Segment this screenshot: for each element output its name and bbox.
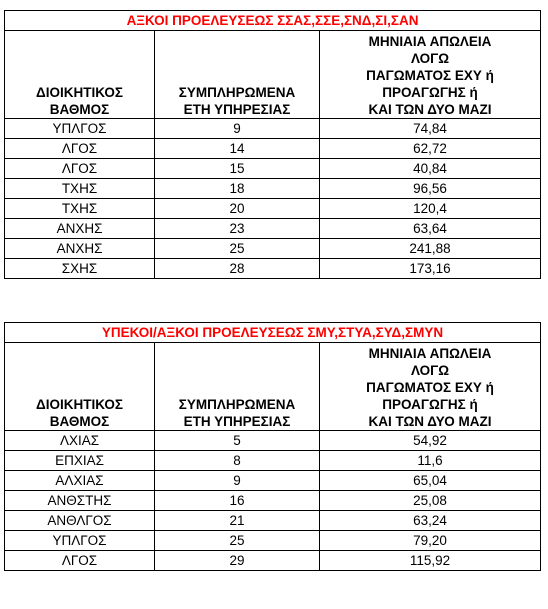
cell-years: 21 (155, 511, 320, 531)
header-loss-line: ΜΗΝΙΑΙΑ ΑΠΩΛΕΙΑ (368, 34, 492, 49)
header-loss-line: ΚΑΙ ΤΩΝ ΔΥΟ ΜΑΖΙ (368, 414, 492, 429)
header-loss-line: ΛΟΓΩ (410, 51, 450, 66)
table-title: ΑΞΚΟΙ ΠΡΟΕΛΕΥΣΕΩΣ ΣΣΑΣ,ΣΣΕ,ΣΝΔ,ΣΙ,ΣΑΝ (5, 11, 541, 31)
cell-rank: ΥΠΛΓΟΣ (5, 119, 155, 139)
header-rank (5, 31, 155, 119)
table-row (5, 431, 541, 451)
table-title-row (5, 323, 541, 343)
cell-rank: ΤΧΗΣ (5, 179, 155, 199)
header-rank (5, 343, 155, 431)
cell-years: 8 (155, 451, 320, 471)
cell-rank: ΛΧΙΑΣ (5, 431, 155, 451)
cell-years: 9 (155, 471, 320, 491)
cell-loss: 54,92 (320, 431, 541, 451)
header-rank-line: ΒΑΘΜΟΣ (49, 102, 110, 117)
cell-loss: 11,6 (320, 451, 541, 471)
header-loss-line: ΠΑΓΩΜΑΤΟΣ ΕΧΥ ή (366, 68, 494, 83)
table-title: ΥΠΕΚΟΙ/ΑΞΚΟΙ ΠΡΟΕΛΕΥΣΕΩΣ ΣΜΥ,ΣΤΥΑ,ΣΥΔ,ΣΜΥΝ (5, 323, 541, 343)
cell-loss: 241,88 (320, 239, 541, 259)
cell-rank: ΥΠΛΓΟΣ (5, 531, 155, 551)
table-row (5, 531, 541, 551)
table-row (5, 139, 541, 159)
cell-loss: 63,24 (320, 511, 541, 531)
header-years-line: ΣΥΜΠΛΗΡΩΜΕΝΑ (178, 397, 296, 412)
header-years-line: ΕΤΗ ΥΠΗΡΕΣΙΑΣ (183, 414, 291, 429)
table-row (5, 159, 541, 179)
cell-rank: ΑΝΧΗΣ (5, 239, 155, 259)
table-row (5, 179, 541, 199)
cell-loss: 120,4 (320, 199, 541, 219)
table-row (5, 119, 541, 139)
cell-loss: 74,84 (320, 119, 541, 139)
cell-years: 20 (155, 199, 320, 219)
table-header-row (5, 343, 541, 431)
table-row (5, 199, 541, 219)
header-years (155, 31, 320, 119)
cell-rank: ΑΝΘΛΓΟΣ (5, 511, 155, 531)
table-first (4, 10, 541, 279)
table-row (5, 239, 541, 259)
table-title-row (5, 11, 541, 31)
header-years-line: ΕΤΗ ΥΠΗΡΕΣΙΑΣ (183, 102, 291, 117)
cell-years: 28 (155, 259, 320, 279)
cell-rank: ΑΝΘΣΤΗΣ (5, 491, 155, 511)
table-row (5, 511, 541, 531)
cell-loss: 115,92 (320, 551, 541, 571)
header-rank-line: ΒΑΘΜΟΣ (49, 414, 110, 429)
cell-loss: 25,08 (320, 491, 541, 511)
table-header-row (5, 31, 541, 119)
table-row (5, 551, 541, 571)
cell-years: 16 (155, 491, 320, 511)
cell-years: 14 (155, 139, 320, 159)
header-loss-line: ΠΡΟΑΓΩΓΗΣ ή (382, 85, 478, 100)
cell-years: 23 (155, 219, 320, 239)
header-years-line: ΣΥΜΠΛΗΡΩΜΕΝΑ (178, 85, 296, 100)
cell-rank: ΕΠΧΙΑΣ (5, 451, 155, 471)
header-loss-line: ΚΑΙ ΤΩΝ ΔΥΟ ΜΑΖΙ (368, 102, 492, 117)
cell-loss: 63,64 (320, 219, 541, 239)
table-row (5, 219, 541, 239)
cell-loss: 173,16 (320, 259, 541, 279)
table-row (5, 471, 541, 491)
cell-rank: ΣΧΗΣ (5, 259, 155, 279)
header-rank-line: ΔΙΟΙΚΗΤΙΚΟΣ (36, 85, 123, 100)
cell-loss: 40,84 (320, 159, 541, 179)
table-row (5, 451, 541, 471)
cell-years: 29 (155, 551, 320, 571)
cell-loss: 62,72 (320, 139, 541, 159)
table-row (5, 491, 541, 511)
cell-loss: 65,04 (320, 471, 541, 491)
table-row (5, 259, 541, 279)
cell-rank: ΛΓΟΣ (5, 139, 155, 159)
header-years (155, 343, 320, 431)
cell-years: 5 (155, 431, 320, 451)
header-loss-line: ΜΗΝΙΑΙΑ ΑΠΩΛΕΙΑ (368, 346, 492, 361)
header-loss (320, 343, 541, 431)
header-rank-line: ΔΙΟΙΚΗΤΙΚΟΣ (36, 397, 123, 412)
cell-years: 25 (155, 239, 320, 259)
header-loss-line: ΠΑΓΩΜΑΤΟΣ ΕΧΥ ή (366, 380, 494, 395)
cell-years: 25 (155, 531, 320, 551)
cell-rank: ΑΝΧΗΣ (5, 219, 155, 239)
cell-loss: 96,56 (320, 179, 541, 199)
cell-rank: ΤΧΗΣ (5, 199, 155, 219)
cell-rank: ΛΓΟΣ (5, 551, 155, 571)
header-loss-line: ΠΡΟΑΓΩΓΗΣ ή (382, 397, 478, 412)
cell-years: 15 (155, 159, 320, 179)
cell-years: 9 (155, 119, 320, 139)
header-loss-line: ΛΟΓΩ (410, 363, 450, 378)
table-second (4, 322, 541, 571)
cell-rank: ΑΛΧΙΑΣ (5, 471, 155, 491)
cell-years: 18 (155, 179, 320, 199)
cell-loss: 79,20 (320, 531, 541, 551)
header-loss (320, 31, 541, 119)
cell-rank: ΛΓΟΣ (5, 159, 155, 179)
